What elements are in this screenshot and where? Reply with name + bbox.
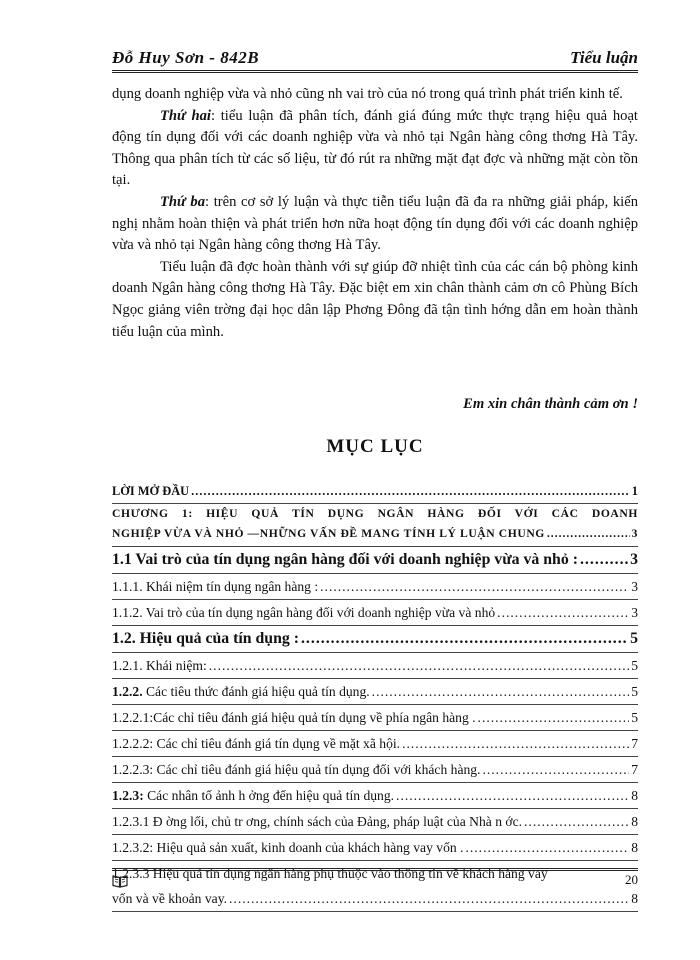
page-header	[112, 44, 638, 73]
toc-entry-text: 1.2.2.1:Các chỉ tiêu đánh giá hiệu quả tín dụng về phía ngân hàng .	[112, 710, 476, 725]
toc-entry-text: 1.1.1. Khái niệm tín dụng ngân hàng :	[112, 579, 319, 594]
paragraph-2-text: : tiểu luận đã phân tích, đánh giá đúng mức thực trạng hiệu quả hoạt động tín dụng đối với các doanh nghiệp vừa và nhỏ tại Ngân hàng công thơng Hà Tây. Thông qua phân tích từ các số liệu, từ đó rút ra những mặt đạt đợc và những mặt còn tồn tại.	[112, 107, 638, 189]
toc-entry-text: 1.2.1. Khái niệm:	[112, 658, 207, 673]
leader-dots	[580, 547, 628, 573]
toc-entry-text-line-2: NGHIỆP VỪA VÀ NHỎ —NHỮNG VẤN ĐỀ MANG TÍNH LÝ LUẬN CHUNG	[112, 527, 545, 540]
toc-page-number: 7	[631, 762, 638, 777]
toc-entry-1-1-2[interactable]	[112, 600, 638, 626]
toc-entry-text-line-2: vốn và về khoản vay.	[112, 891, 228, 906]
toc-entry-text: LỜI MỞ ĐẦU	[112, 484, 190, 498]
toc-entry-1-2-2-1[interactable]	[112, 705, 638, 731]
toc-page-number: 3	[630, 551, 638, 568]
toc-entry-text: 1.2. Hiệu quả của tín dụng :	[112, 630, 299, 647]
toc-entry-text: 1.2.3.2: Hiệu quả sản xuất, kinh doanh của khách hàng vay vốn .	[112, 840, 464, 855]
toc-entry-1-2[interactable]	[112, 626, 638, 653]
leader-dots	[402, 731, 629, 756]
toc-entry-1-1-1[interactable]	[112, 574, 638, 600]
toc-entry-number: 1.2.3:	[112, 788, 144, 803]
toc-page-number: 3	[631, 605, 638, 620]
header-author: Đỗ Huy Sơn - 842B	[112, 48, 260, 67]
leader-dots	[209, 653, 629, 678]
toc-entry-text: Các tiêu thức đánh giá hiệu quả tín dụng.	[142, 684, 370, 699]
toc-page-number: 5	[631, 710, 638, 725]
toc-page-number: 8	[631, 814, 638, 829]
leader-dots	[547, 524, 630, 544]
paragraph-2	[112, 106, 638, 192]
toc-entry-1-2-2-3[interactable]	[112, 757, 638, 783]
toc-page-number: 8	[631, 788, 638, 803]
toc-entry-text: 1.2.2.3: Các chỉ tiêu đánh giá hiệu quả tín dụng đối với khách hàng.	[112, 762, 481, 777]
leader-dots	[524, 809, 629, 834]
page-footer	[112, 868, 638, 891]
thanks-line: Em xin chân thành cảm ơn !	[463, 396, 638, 412]
paragraph-3	[112, 192, 638, 257]
leader-dots	[396, 783, 629, 808]
leader-dots	[482, 757, 629, 782]
leader-dots	[465, 835, 629, 860]
toc-entry-1-2-3[interactable]	[112, 783, 638, 809]
table-of-contents	[112, 480, 638, 912]
toc-entry-text: 1.1.2. Vai trò của tín dụng ngân hàng đối với doanh nghiệp vừa và nhỏ	[112, 605, 496, 620]
toc-entry-1-2-1[interactable]	[112, 653, 638, 679]
body-text	[112, 84, 638, 343]
toc-entry-1-1[interactable]	[112, 547, 638, 574]
toc-entry-1-2-3-1[interactable]	[112, 809, 638, 835]
toc-page-number: 5	[630, 630, 638, 647]
toc-entry-1-2-2[interactable]	[112, 679, 638, 705]
toc-page-number: 7	[631, 736, 638, 751]
leader-dots	[497, 600, 629, 625]
paragraph-1: dụng doanh nghiệp vừa và nhỏ cũng nh vai trò của nó trong quá trình phát triển kinh tế.	[112, 86, 623, 102]
leader-dots	[320, 574, 629, 599]
toc-page-number: 1	[631, 484, 638, 498]
header-doc-type: Tiểu luận	[570, 48, 638, 67]
toc-page-number: 3	[631, 527, 638, 540]
toc-page-number: 5	[631, 658, 638, 673]
paragraph-3-text: : trên cơ sở lý luận và thực tiễn tiểu luận đã đa ra những giải pháp, kiến nghị nhằm hoàn thiện và phát triển hơn nữa hoạt động tín dụng đối với các doanh nghiệp vừa và nhỏ tại Ngân hàng công thơng Hà Tây.	[112, 193, 638, 254]
toc-entry-1-2-2-2[interactable]	[112, 731, 638, 757]
toc-entry-number: 1.2.2.	[112, 684, 143, 699]
paragraph-2-lead: Thứ hai	[160, 107, 211, 124]
toc-entry-text: 1.2.2.2: Các chỉ tiêu đánh giá tín dụng về mặt xã hội.	[112, 736, 401, 751]
toc-entry-text-line-1: CHƯƠNG 1: HIỆU QUẢ TÍN DỤNG NGÂN HÀNG ĐỐI VỚI CÁC DOANH	[112, 507, 638, 520]
toc-entry-1-2-3-2[interactable]	[112, 835, 638, 861]
toc-page-number: 8	[631, 840, 638, 855]
paragraph-4: Tiểu luận đã đợc hoàn thành với sự giúp đỡ nhiệt tình của các cán bộ phòng kinh doanh Ngân hàng công thơng Hà Tây. Đặc biệt em xin chân thành cảm ơn cô Phùng Bích Ngọc giảng viên trờng đại học dân lập Phơng Đông đã tận tình hớng dẫn em hoàn thành tiểu luận của mình.	[112, 258, 638, 340]
book-icon	[112, 874, 128, 888]
toc-page-number: 5	[631, 684, 638, 699]
toc-entry-text-line-1: 1.2.3.3 Hiệu quả tín dụng ngân hàng phụ thuộc vào thông tin về khách hàng vay	[112, 866, 548, 881]
leader-dots	[372, 679, 630, 704]
leader-dots	[191, 480, 630, 502]
toc-title: MỤC LỤC	[326, 436, 424, 457]
toc-entry-intro[interactable]	[112, 480, 638, 504]
toc-entry-text: 1.2.3.1 Đ ờng lối, chủ tr ơng, chính sách của Đảng, pháp luật của Nhà n ớc.	[112, 814, 523, 829]
toc-page-number: 3	[631, 579, 638, 594]
toc-entry-text: Các nhân tố ảnh h ởng đến hiệu quả tín dụng.	[143, 788, 395, 803]
toc-entry-chapter-1[interactable]	[112, 504, 638, 547]
leader-dots	[478, 705, 630, 730]
toc-page-number: 8	[631, 891, 638, 906]
toc-entry-text: 1.1 Vai trò của tín dụng ngân hàng đối với doanh nghiệp vừa và nhỏ :	[112, 551, 578, 568]
leader-dots	[301, 626, 628, 652]
page-number: 20	[625, 872, 638, 887]
paragraph-3-lead: Thứ ba	[160, 193, 206, 210]
